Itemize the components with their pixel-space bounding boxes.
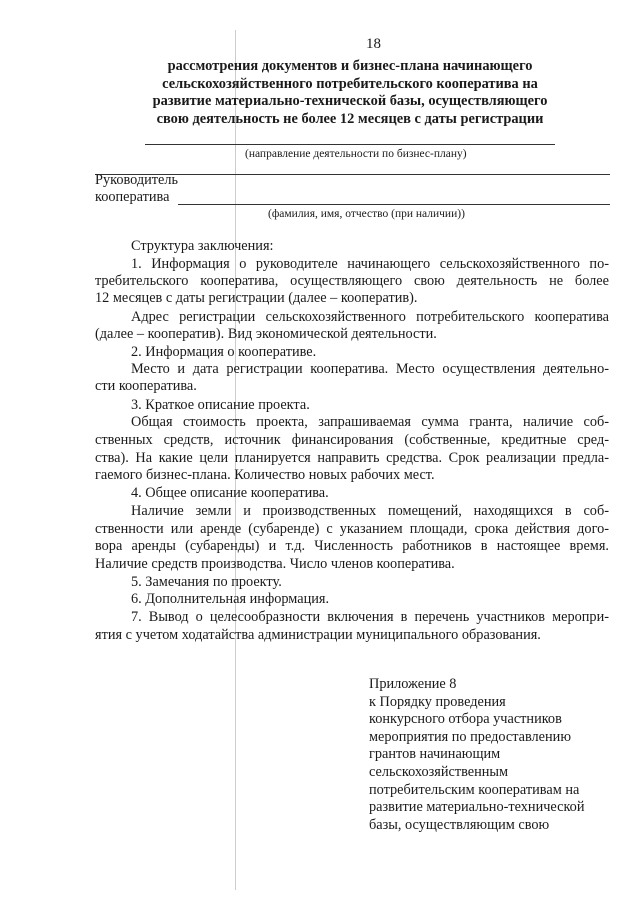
body-line: 3. Краткое описание проекта.	[131, 397, 310, 413]
appendix-reference	[369, 676, 584, 834]
body-line: 1. Информация о руководителе начинающего сельскохозяйственного по-	[131, 256, 609, 272]
appendix-line: конкурсного отбора участников	[369, 711, 562, 728]
structure-heading: Структура заключения:	[131, 238, 274, 254]
document-title	[130, 58, 570, 128]
body-line: 12 месяцев с даты регистрации (далее – кооператив).	[95, 290, 418, 306]
appendix-line: потребительским кооперативам на	[369, 781, 580, 798]
body-line: ства). На какие цели планируется направить средства. Срок реализации предла-	[95, 450, 609, 466]
direction-field-hint: (направление деятельности по бизнес-плану)	[245, 148, 467, 160]
title-line: сельскохозяйственного потребительского кооператива на	[162, 75, 538, 92]
appendix-line: базы, осуществляющим свою	[369, 816, 550, 833]
body-line: 6. Дополнительная информация.	[131, 591, 330, 607]
title-line: рассмотрения документов и бизнес-плана начинающего	[167, 58, 533, 74]
body-line: ственных средств, источник финансирования (собственные, кредитные сред-	[95, 432, 609, 448]
appendix-line: Приложение 8	[369, 676, 457, 692]
title-line: развитие материально-технической базы, осуществляющего	[152, 93, 548, 110]
body-line: требительского кооператива, осуществляющего свою деятельность не более	[95, 273, 609, 289]
manager-field-hint: (фамилия, имя, отчество (при наличии))	[268, 208, 465, 220]
body-line: ственности или аренде (субаренде) с указанием площади, срока действия дого-	[95, 521, 609, 537]
body-line: Общая стоимость проекта, запрашиваемая сумма гранта, наличие соб-	[131, 414, 609, 430]
body-line: Место и дата регистрации кооператива. Место осуществления деятельно-	[131, 361, 609, 377]
body-line: гаемого бизнес-плана. Количество новых рабочих мест.	[95, 467, 435, 483]
page-number: 18	[366, 36, 381, 52]
direction-field-line	[145, 144, 555, 145]
body-line: ятия с учетом ходатайства администрации муниципального образования.	[95, 627, 541, 643]
body-line: сти кооператива.	[95, 378, 197, 394]
manager-label-line2: кооператива	[95, 189, 170, 205]
body-line: Наличие земли и производственных помещений, находящихся в соб-	[131, 503, 609, 519]
appendix-line: грантов начинающим	[369, 746, 501, 763]
body-line: 5. Замечания по проекту.	[131, 574, 282, 590]
body-line: 4. Общее описание кооператива.	[131, 485, 329, 501]
title-line: свою деятельность не более 12 месяцев с даты регистрации	[156, 110, 544, 127]
body-line: вора аренды (субаренды) и т.д. Численность работников в настоящее время.	[95, 538, 609, 554]
body-line: (далее – кооператив). Вид экономической деятельности.	[95, 326, 437, 342]
body-line: 7. Вывод о целесообразности включения в перечень участников меропри-	[131, 609, 609, 625]
appendix-line: мероприятия по предоставлению	[369, 728, 572, 745]
body-line: Наличие средств производства. Число членов кооператива.	[95, 556, 455, 572]
manager-label-line1: Руководитель	[95, 172, 179, 188]
body-line: Адрес регистрации сельскохозяйственного потребительского кооператива	[131, 309, 609, 325]
appendix-line: к Порядку проведения	[369, 693, 506, 710]
appendix-line: сельскохозяйственным	[369, 763, 509, 780]
appendix-line: развитие материально-технической	[369, 799, 585, 816]
body-line: 2. Информация о кооперативе.	[131, 344, 317, 360]
manager-field-line	[178, 204, 610, 205]
